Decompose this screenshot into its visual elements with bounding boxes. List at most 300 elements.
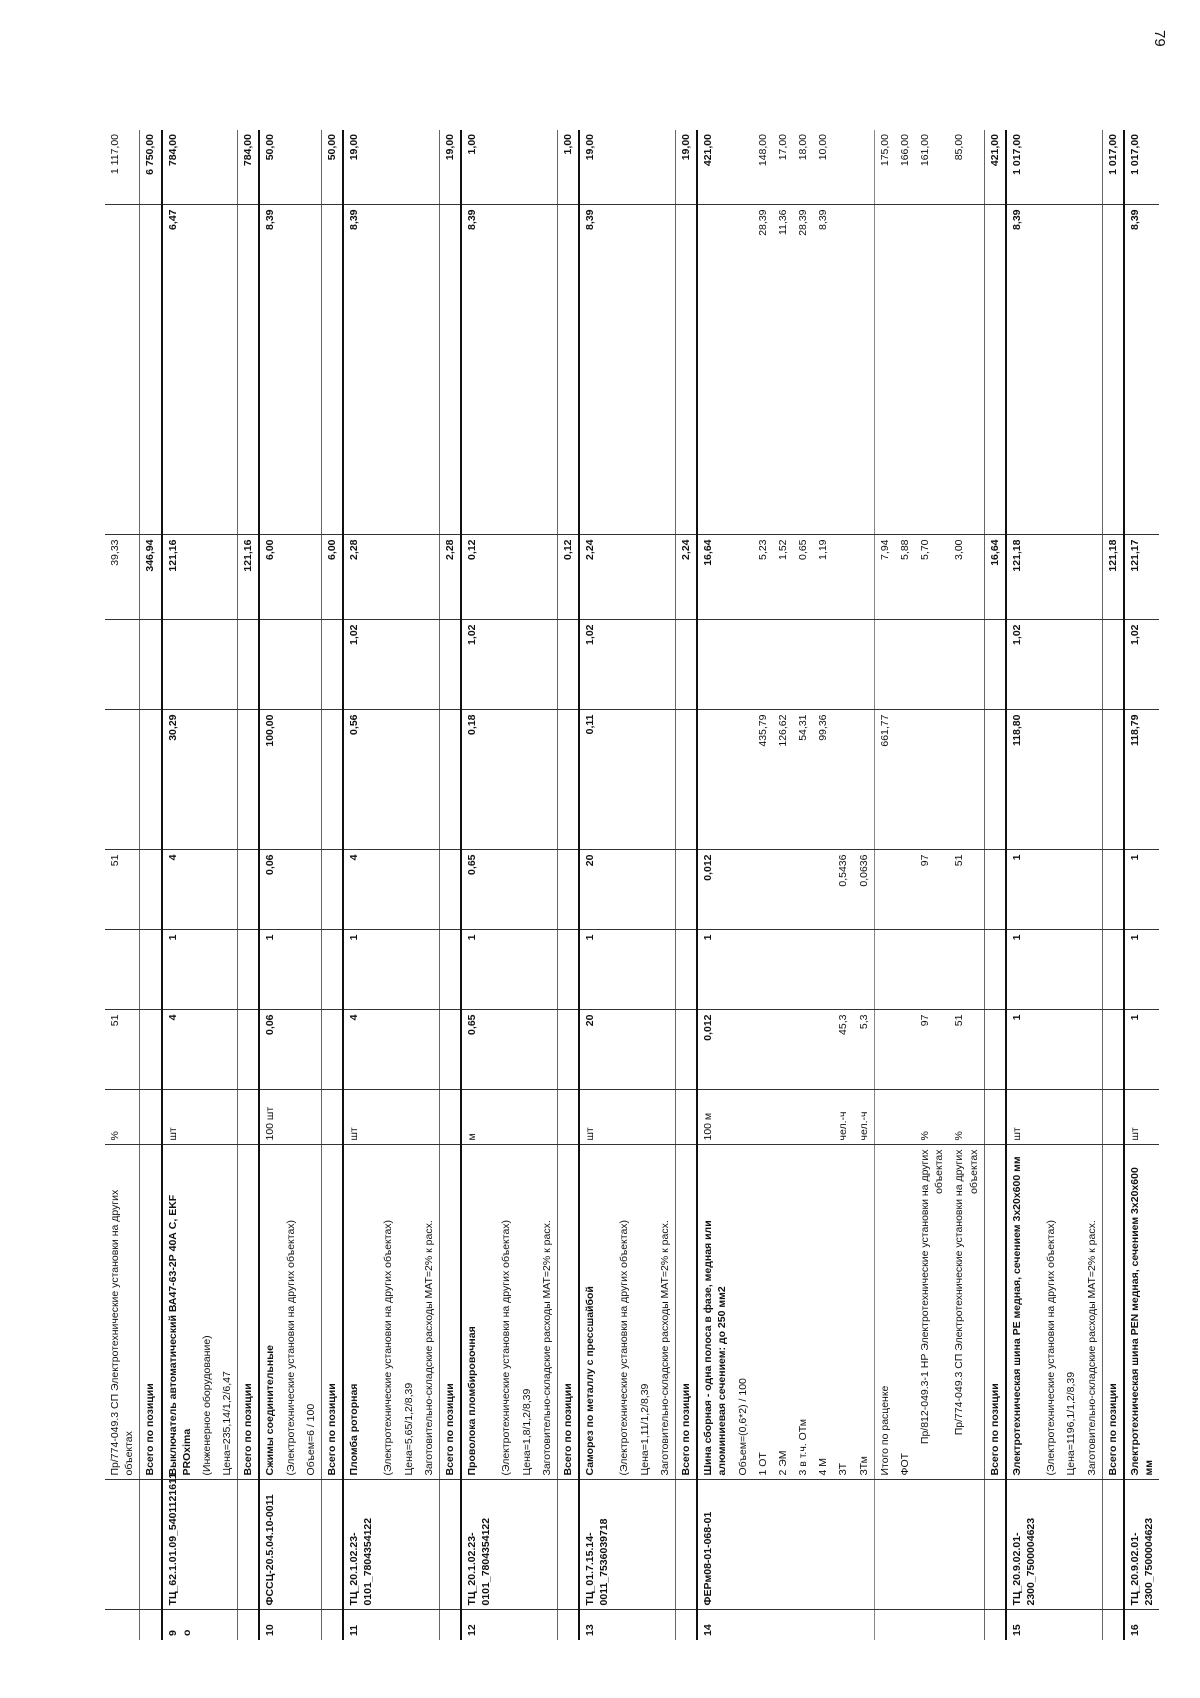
row-text: 4 М xyxy=(813,1145,833,1480)
row-cost-base: 5,23 xyxy=(753,535,773,620)
row-number xyxy=(635,1610,655,1640)
row-cost-current: 1 017,00 xyxy=(1102,130,1124,205)
row-code xyxy=(517,1480,537,1610)
row-price-coefficient xyxy=(655,620,676,710)
row-index xyxy=(915,205,949,535)
detail-row xyxy=(419,130,440,1640)
row-code xyxy=(614,1480,634,1610)
row-code xyxy=(915,1480,949,1610)
row-price-coefficient xyxy=(614,620,634,710)
row-number xyxy=(281,1610,301,1640)
row-cost-current: 1,00 xyxy=(461,130,496,205)
row-index xyxy=(217,205,238,535)
row-qty-per-unit xyxy=(301,1010,322,1090)
row-quantity xyxy=(399,850,419,930)
row-index xyxy=(984,205,1006,535)
row-number xyxy=(793,1610,813,1640)
row-cost-base: 0,12 xyxy=(557,535,579,620)
detail-row xyxy=(793,130,813,1640)
row-quantity xyxy=(197,850,217,930)
row-cost-base: 5,70 xyxy=(915,535,949,620)
row-unit xyxy=(1041,1090,1061,1145)
row-unit-price xyxy=(675,710,697,850)
detail-row xyxy=(655,130,676,1640)
row-number xyxy=(321,1610,343,1640)
row-unit xyxy=(439,1090,461,1145)
row-number xyxy=(773,1610,793,1640)
row-price-coefficient xyxy=(1041,620,1061,710)
row-cost-base xyxy=(1041,535,1061,620)
row-number xyxy=(419,1610,440,1640)
row-coefficient: 1 xyxy=(259,930,280,1010)
detail-row xyxy=(496,130,516,1640)
row-text: ЗТ xyxy=(833,1145,853,1480)
detail-row xyxy=(915,130,949,1640)
row-code xyxy=(773,1480,793,1610)
row-coefficient xyxy=(833,930,853,1010)
row-unit-price xyxy=(321,710,343,850)
row-unit-price: 0,11 xyxy=(579,710,614,850)
row-code xyxy=(813,1480,833,1610)
row-index xyxy=(197,205,217,535)
row-code: ТЦ_62.1.01.09_5401121611 xyxy=(162,1480,197,1610)
row-unit xyxy=(301,1090,322,1145)
row-cost-current: 17,00 xyxy=(773,130,793,205)
row-cost-base xyxy=(655,535,676,620)
row-qty-per-unit xyxy=(874,1010,895,1090)
row-unit-price xyxy=(557,710,579,850)
row-quantity xyxy=(439,850,461,930)
row-price-coefficient xyxy=(675,620,697,710)
row-number xyxy=(813,1610,833,1640)
row-index xyxy=(238,205,260,535)
row-unit-price: 126,62 xyxy=(773,710,793,850)
estimate-table xyxy=(105,130,1159,1640)
row-unit xyxy=(635,1090,655,1145)
row-cost-base xyxy=(833,535,853,620)
row-number: 14 xyxy=(697,1610,732,1640)
detail-row xyxy=(833,130,853,1640)
row-code xyxy=(197,1480,217,1610)
row-cost-current: 85,00 xyxy=(949,130,984,205)
row-qty-per-unit: 0,06 xyxy=(259,1010,280,1090)
row-qty-per-unit: 97 xyxy=(915,1010,949,1090)
row-cost-current: 166,00 xyxy=(895,130,915,205)
row-index xyxy=(281,205,301,535)
detail-row xyxy=(874,130,895,1640)
row-number xyxy=(874,1610,895,1640)
row-price-coefficient xyxy=(895,620,915,710)
row-quantity xyxy=(984,850,1006,930)
row-cost-current xyxy=(301,130,322,205)
row-index xyxy=(1061,205,1081,535)
row-number xyxy=(105,1610,140,1640)
row-code xyxy=(895,1480,915,1610)
row-index: 28,39 xyxy=(753,205,773,535)
detail-row xyxy=(813,130,833,1640)
row-cost-base: 16,64 xyxy=(697,535,732,620)
row-cost-base xyxy=(854,535,875,620)
position-row xyxy=(1006,130,1041,1640)
row-price-coefficient xyxy=(1082,620,1103,710)
row-index: 11,36 xyxy=(773,205,793,535)
row-qty-per-unit xyxy=(984,1010,1006,1090)
row-cost-current xyxy=(1082,130,1103,205)
row-code xyxy=(984,1480,1006,1610)
row-text: Выключатель автоматический ВА47-63-2Р 40А С, EKF PROxima xyxy=(162,1145,197,1480)
row-quantity xyxy=(281,850,301,930)
row-unit xyxy=(614,1090,634,1145)
row-code: ТЦ_20.1.02.23- 0101_7804354122 xyxy=(461,1480,496,1610)
row-price-coefficient xyxy=(238,620,260,710)
row-code: ФССЦ-20.5.04.10-0011 xyxy=(259,1480,280,1610)
row-coefficient xyxy=(378,930,398,1010)
row-cost-base xyxy=(281,535,301,620)
row-number xyxy=(238,1610,260,1640)
row-quantity xyxy=(675,850,697,930)
row-unit-price xyxy=(697,710,732,850)
row-unit xyxy=(517,1090,537,1145)
row-cost-base: 121,18 xyxy=(1102,535,1124,620)
position-total-row xyxy=(675,130,697,1640)
row-index xyxy=(675,205,697,535)
row-qty-per-unit: 0,65 xyxy=(461,1010,496,1090)
row-unit-price xyxy=(1041,710,1061,850)
row-text: 3 в т.ч. ОТм xyxy=(793,1145,813,1480)
row-cost-base: 1,19 xyxy=(813,535,833,620)
row-cost-base xyxy=(635,535,655,620)
row-unit xyxy=(1082,1090,1103,1145)
position-row xyxy=(461,130,496,1640)
row-index xyxy=(635,205,655,535)
row-coefficient xyxy=(1082,930,1103,1010)
row-coefficient xyxy=(773,930,793,1010)
row-unit: шт xyxy=(1006,1090,1041,1145)
row-qty-per-unit xyxy=(813,1010,833,1090)
row-quantity xyxy=(874,850,895,930)
row-price-coefficient: 1,02 xyxy=(1124,620,1159,710)
row-unit xyxy=(217,1090,238,1145)
row-cost-base: 7,94 xyxy=(874,535,895,620)
row-cost-base xyxy=(378,535,398,620)
row-number xyxy=(675,1610,697,1640)
row-coefficient xyxy=(557,930,579,1010)
row-number: 13 xyxy=(579,1610,614,1640)
row-price-coefficient xyxy=(140,620,162,710)
row-cost-base: 3,00 xyxy=(949,535,984,620)
row-number: 9 о xyxy=(162,1610,197,1640)
row-number xyxy=(399,1610,419,1640)
row-index xyxy=(833,205,853,535)
row-quantity: 1 xyxy=(1006,850,1041,930)
row-unit-price: 100,00 xyxy=(259,710,280,850)
row-code xyxy=(733,1480,753,1610)
row-unit xyxy=(984,1090,1006,1145)
detail-row xyxy=(197,130,217,1640)
row-qty-per-unit xyxy=(733,1010,753,1090)
row-quantity: 4 xyxy=(162,850,197,930)
row-index xyxy=(614,205,634,535)
row-number xyxy=(1061,1610,1081,1640)
row-number: 15 xyxy=(1006,1610,1041,1640)
row-unit xyxy=(895,1090,915,1145)
row-price-coefficient xyxy=(949,620,984,710)
row-number xyxy=(753,1610,773,1640)
row-cost-base: 121,18 xyxy=(1006,535,1041,620)
row-cost-base: 5,88 xyxy=(895,535,915,620)
row-index xyxy=(949,205,984,535)
row-text: Шина сборная - одна полоса в фазе, медная или алюминиевая сечением: до 250 мм2 xyxy=(697,1145,732,1480)
row-price-coefficient xyxy=(833,620,853,710)
row-coefficient xyxy=(496,930,516,1010)
row-quantity: 0,5436 xyxy=(833,850,853,930)
detail-row xyxy=(517,130,537,1640)
row-qty-per-unit: 5,3 xyxy=(854,1010,875,1090)
row-unit-price xyxy=(496,710,516,850)
row-quantity xyxy=(140,850,162,930)
row-qty-per-unit xyxy=(321,1010,343,1090)
row-text: (Электротехнические установки на других объектах) xyxy=(1041,1145,1061,1480)
position-row xyxy=(343,130,378,1640)
row-cost-base xyxy=(517,535,537,620)
row-unit xyxy=(733,1090,753,1145)
row-qty-per-unit xyxy=(399,1010,419,1090)
row-text: Электротехническая шина PEN медная, сечением 3х20х600 мм xyxy=(1124,1145,1159,1480)
row-number xyxy=(733,1610,753,1640)
row-coefficient xyxy=(140,930,162,1010)
row-quantity xyxy=(635,850,655,930)
row-text: Сжимы соединительные xyxy=(259,1145,280,1480)
row-coefficient: 1 xyxy=(1006,930,1041,1010)
row-unit: чел.-ч xyxy=(854,1090,875,1145)
row-code: ТЦ_20.9.02.01- 2300_7500004623 xyxy=(1124,1480,1159,1610)
row-unit xyxy=(773,1090,793,1145)
row-code xyxy=(1061,1480,1081,1610)
row-cost-current xyxy=(1041,130,1061,205)
row-cost-current: 6 750,00 xyxy=(140,130,162,205)
row-coefficient xyxy=(105,930,140,1010)
row-text: Всего по позиции xyxy=(675,1145,697,1480)
detail-row xyxy=(378,130,398,1640)
row-index xyxy=(697,205,732,535)
row-cost-current xyxy=(378,130,398,205)
row-quantity xyxy=(813,850,833,930)
estimate-rows xyxy=(105,130,1159,1640)
row-qty-per-unit: 1 xyxy=(1124,1010,1159,1090)
row-unit-price: 54,31 xyxy=(793,710,813,850)
row-price-coefficient: 1,02 xyxy=(343,620,378,710)
row-unit-price xyxy=(517,710,537,850)
row-cost-base: 0,65 xyxy=(793,535,813,620)
row-cost-base: 121,16 xyxy=(162,535,197,620)
row-unit-price xyxy=(1102,710,1124,850)
row-coefficient xyxy=(984,930,1006,1010)
position-row xyxy=(259,130,280,1640)
row-unit xyxy=(655,1090,676,1145)
row-qty-per-unit xyxy=(496,1010,516,1090)
row-index xyxy=(854,205,875,535)
row-quantity: 0,012 xyxy=(697,850,732,930)
row-number xyxy=(140,1610,162,1640)
row-quantity xyxy=(614,850,634,930)
row-price-coefficient xyxy=(399,620,419,710)
row-code: ТЦ_20.9.02.01- 2300_7500004623 xyxy=(1006,1480,1041,1610)
row-unit xyxy=(321,1090,343,1145)
row-unit: чел.-ч xyxy=(833,1090,853,1145)
row-unit xyxy=(813,1090,833,1145)
row-unit-price xyxy=(949,710,984,850)
row-index xyxy=(1102,205,1124,535)
position-row xyxy=(1124,130,1159,1640)
row-unit xyxy=(793,1090,813,1145)
row-code xyxy=(238,1480,260,1610)
row-price-coefficient xyxy=(439,620,461,710)
detail-row xyxy=(895,130,915,1640)
row-quantity xyxy=(1061,850,1081,930)
detail-row xyxy=(753,130,773,1640)
row-price-coefficient xyxy=(753,620,773,710)
row-cost-base xyxy=(217,535,238,620)
row-index xyxy=(399,205,419,535)
row-cost-current xyxy=(517,130,537,205)
row-quantity xyxy=(557,850,579,930)
row-unit: м xyxy=(461,1090,496,1145)
row-cost-base xyxy=(301,535,322,620)
row-price-coefficient xyxy=(733,620,753,710)
row-code xyxy=(675,1480,697,1610)
row-cost-current xyxy=(537,130,558,205)
row-cost-base xyxy=(197,535,217,620)
row-code xyxy=(439,1480,461,1610)
row-cost-current xyxy=(833,130,853,205)
row-text: Цена=5,65/1,2/8,39 xyxy=(399,1145,419,1480)
row-unit-price xyxy=(655,710,676,850)
row-cost-current: 1,00 xyxy=(557,130,579,205)
row-unit-price: 30,29 xyxy=(162,710,197,850)
row-coefficient xyxy=(321,930,343,1010)
row-cost-base xyxy=(614,535,634,620)
row-number: 12 xyxy=(461,1610,496,1640)
row-unit-price xyxy=(984,710,1006,850)
row-unit-price: 661,77 xyxy=(874,710,895,850)
row-unit-price xyxy=(733,710,753,850)
row-price-coefficient xyxy=(1061,620,1081,710)
row-text: Всего по позиции xyxy=(439,1145,461,1480)
row-text: 1 ОТ xyxy=(753,1145,773,1480)
row-code xyxy=(537,1480,558,1610)
row-code xyxy=(949,1480,984,1610)
row-cost-current: 1 017,00 xyxy=(1124,130,1159,205)
row-unit xyxy=(675,1090,697,1145)
row-unit xyxy=(140,1090,162,1145)
row-price-coefficient xyxy=(874,620,895,710)
row-coefficient: 1 xyxy=(1124,930,1159,1010)
row-qty-per-unit xyxy=(238,1010,260,1090)
row-number xyxy=(614,1610,634,1640)
row-number xyxy=(984,1610,1006,1640)
row-index xyxy=(895,205,915,535)
row-coefficient xyxy=(238,930,260,1010)
row-text: Всего по позиции xyxy=(321,1145,343,1480)
row-coefficient: 1 xyxy=(461,930,496,1010)
row-cost-current xyxy=(281,130,301,205)
position-total-row xyxy=(140,130,162,1640)
row-price-coefficient xyxy=(557,620,579,710)
row-text: Заготовительно-складские расходы МАТ=2% к расх. xyxy=(655,1145,676,1480)
row-number xyxy=(537,1610,558,1640)
row-coefficient: 1 xyxy=(343,930,378,1010)
row-unit-price xyxy=(833,710,853,850)
row-unit-price xyxy=(854,710,875,850)
row-text: Электротехническая шина PE медная, сечением 3х20х600 мм xyxy=(1006,1145,1041,1480)
row-quantity xyxy=(895,850,915,930)
row-unit: шт xyxy=(162,1090,197,1145)
row-quantity xyxy=(1041,850,1061,930)
row-unit xyxy=(378,1090,398,1145)
row-cost-current: 18,00 xyxy=(793,130,813,205)
row-text: Объем=6 / 100 xyxy=(301,1145,322,1480)
row-code: ТЦ_20.1.02.23- 0101_7804354122 xyxy=(343,1480,378,1610)
row-index: 8,39 xyxy=(1124,205,1159,535)
row-text: 2 ЭМ xyxy=(773,1145,793,1480)
row-cost-base: 2,28 xyxy=(343,535,378,620)
row-unit: шт xyxy=(579,1090,614,1145)
row-cost-current: 19,00 xyxy=(675,130,697,205)
row-code xyxy=(419,1480,440,1610)
row-coefficient xyxy=(614,930,634,1010)
row-cost-base: 346,94 xyxy=(140,535,162,620)
detail-row xyxy=(854,130,875,1640)
row-quantity: 0,65 xyxy=(461,850,496,930)
row-index xyxy=(140,205,162,535)
row-code xyxy=(281,1480,301,1610)
row-number xyxy=(1041,1610,1061,1640)
row-unit-price xyxy=(217,710,238,850)
row-text: Пр/774-049.3 СП Электротехнические установки на других объектах xyxy=(105,1145,140,1480)
row-unit xyxy=(1061,1090,1081,1145)
row-qty-per-unit xyxy=(895,1010,915,1090)
row-index: 8,39 xyxy=(579,205,614,535)
row-cost-base: 6,00 xyxy=(321,535,343,620)
detail-row xyxy=(217,130,238,1640)
row-number xyxy=(439,1610,461,1640)
row-quantity xyxy=(517,850,537,930)
row-cost-current: 1 117,00 xyxy=(105,130,140,205)
row-cost-base: 121,16 xyxy=(238,535,260,620)
row-qty-per-unit xyxy=(753,1010,773,1090)
row-index xyxy=(517,205,537,535)
row-unit-price xyxy=(635,710,655,850)
row-index: 8,39 xyxy=(461,205,496,535)
row-index xyxy=(1082,205,1103,535)
row-coefficient xyxy=(217,930,238,1010)
row-coefficient xyxy=(895,930,915,1010)
row-unit: % xyxy=(915,1090,949,1145)
row-text: ЗТм xyxy=(854,1145,875,1480)
row-code xyxy=(557,1480,579,1610)
row-unit-price xyxy=(1061,710,1081,850)
row-qty-per-unit xyxy=(1082,1010,1103,1090)
row-coefficient xyxy=(517,930,537,1010)
row-number xyxy=(833,1610,853,1640)
row-index xyxy=(105,205,140,535)
row-qty-per-unit xyxy=(675,1010,697,1090)
row-number xyxy=(217,1610,238,1640)
row-quantity xyxy=(537,850,558,930)
row-unit-price xyxy=(238,710,260,850)
row-index: 8,39 xyxy=(813,205,833,535)
row-text: Всего по позиции xyxy=(557,1145,579,1480)
